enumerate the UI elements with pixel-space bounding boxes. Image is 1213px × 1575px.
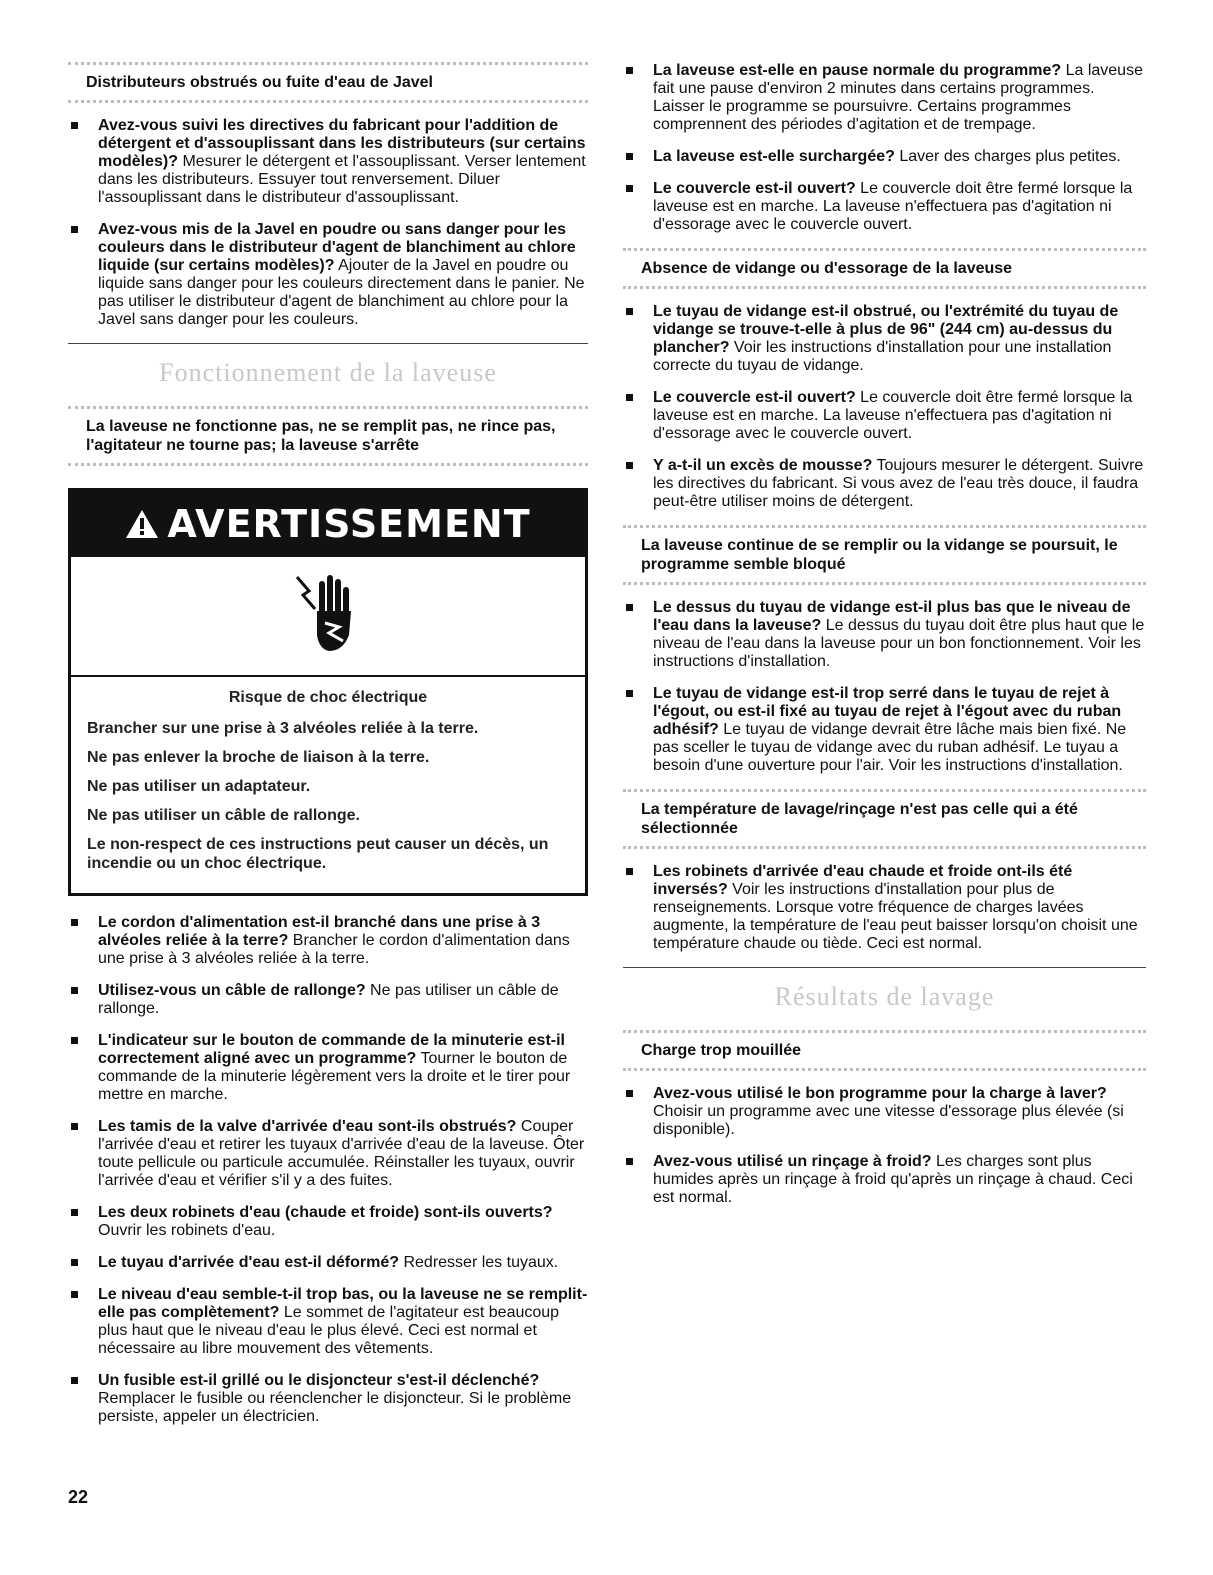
bullet-icon <box>626 462 633 469</box>
list-resultats <box>623 1085 1146 1207</box>
list-item: Les deux robinets d'eau (chaude et froide) sont-ils ouverts? Ouvrir les robinets d'eau. <box>68 1204 588 1240</box>
warning-line: Ne pas utiliser un adaptateur. <box>87 778 311 795</box>
list-item: La laveuse est-elle en pause normale du programme? La laveuse fait une pause d'environ 2 minutes dans certains programmes. Laisser le programme se poursuivre. Certains programmes comprennent des périodes d'agitation et de trempage. <box>623 62 1146 134</box>
list-item: La laveuse est-elle surchargée? Laver des charges plus petites. <box>623 148 1146 166</box>
left-column <box>68 62 588 1440</box>
warning-triangle-icon <box>125 509 159 539</box>
list-pause <box>623 62 1146 234</box>
bullet-icon <box>626 153 633 160</box>
bullet-icon <box>626 690 633 697</box>
bullet-icon <box>71 1209 78 1216</box>
list-item: Le cordon d'alimentation est-il branché dans une prise à 3 alvéoles reliée à la terre? Brancher le cordon d'alimentation dans une prise à 3 alvéoles reliée à la terre. <box>68 914 588 968</box>
list-item: Avez-vous mis de la Javel en poudre ou sans danger pour les couleurs dans le distributeur d'agent de blanchiment au chlore liquide (sur certains modèles)? Ajouter de la Javel en poudre ou liquide sans danger pour les couleurs directement dans le panier. Ne pas utiliser le distributeur d'agent de blanchiment au chlore pour la Javel sans danger pour les couleurs. <box>68 221 588 329</box>
list-item: Les robinets d'arrivée d'eau chaude et froide ont-ils été inversés? Voir les instructions d'installation pour plus de renseignements. Lorsque votre fréquence de charges lavées augmente, la température de l'eau peut baisser lorsqu'on choisit une température chaude ou tiède. Ceci est normal. <box>623 863 1146 953</box>
bullet-icon <box>626 868 633 875</box>
list-fonctionnement <box>68 914 588 1426</box>
subheading-fonctionnement: La laveuse ne fonctionne pas, ne se remplit pas, ne rince pas, l'agitateur ne tourne pas; la laveuse s'arrête <box>68 406 588 466</box>
bullet-icon <box>71 1037 78 1044</box>
list-item: Le tuyau d'arrivée d'eau est-il déformé? Redresser les tuyaux. <box>68 1254 588 1272</box>
warning-header <box>71 491 585 557</box>
warning-line: Ne pas utiliser un câble de rallonge. <box>87 807 360 824</box>
subheading-temperature: La température de lavage/rinçage n'est pas celle qui a été sélectionnée <box>623 789 1146 849</box>
list-item: Un fusible est-il grillé ou le disjoncteur s'est-il déclenché? Remplacer le fusible ou réenclencher le disjoncteur. Si le problème persiste, appeler un électricien. <box>68 1372 588 1426</box>
bullet-icon <box>71 1123 78 1130</box>
warning-label: AVERTISSEMENT <box>167 502 531 546</box>
page-number: 22 <box>68 1487 89 1507</box>
warning-box <box>68 488 588 896</box>
subheading-distributeurs: Distributeurs obstrués ou fuite d'eau de Javel <box>68 62 588 103</box>
list-item: Y a-t-il un excès de mousse? Toujours mesurer le détergent. Suivre les directives du fabricant. Si vous avez de l'eau très douce, il faudra peut-être utiliser moins de détergent. <box>623 457 1146 511</box>
warning-line: Ne pas enlever la broche de liaison à la terre. <box>87 749 430 766</box>
bullet-icon <box>71 919 78 926</box>
bullet-icon <box>71 1259 78 1266</box>
list-absence <box>623 303 1146 511</box>
list-temperature <box>623 863 1146 953</box>
list-item: L'indicateur sur le bouton de commande de la minuterie est-il correctement aligné avec un programme? Tourner le bouton de commande de la minuterie légèrement vers la droite et le tirer pour mettre en marche. <box>68 1032 588 1104</box>
list-item: Avez-vous utilisé un rinçage à froid? Les charges sont plus humides après un rinçage à froid qu'après un rinçage à chaud. Ceci est normal. <box>623 1153 1146 1207</box>
bullet-icon <box>626 1158 633 1165</box>
list-item: Avez-vous suivi les directives du fabricant pour l'addition de détergent et d'assouplissant dans les distributeurs (sur certains modèles)? Mesurer le détergent et l'assouplissant. Verser lentement dans les distributeurs. Essuyer tout renversement. Diluer l'assouplissant dans le distributeur d'assouplissant. <box>68 117 588 207</box>
warning-line: Brancher sur une prise à 3 alvéoles reliée à la terre. <box>87 720 479 737</box>
bullet-icon <box>626 308 633 315</box>
section-title-resultats: Résultats de lavage <box>774 982 995 1011</box>
list-remplir <box>623 599 1146 775</box>
electric-shock-hand-icon <box>293 571 363 661</box>
list-item: Le dessus du tuyau de vidange est-il plus bas que le niveau de l'eau dans la laveuse? Le dessus du tuyau doit être plus haut que le niveau de l'eau dans la laveuse pour un bon fonctionnement. Voir les instructions d'installation. <box>623 599 1146 671</box>
bullet-icon <box>626 67 633 74</box>
warning-body <box>71 677 585 893</box>
bullet-icon <box>71 226 78 233</box>
list-item: Le niveau d'eau semble-t-il trop bas, ou la laveuse ne se remplit-elle pas complètement? Le sommet de l'agitateur est beaucoup plus haut que le niveau d'eau le plus élevé. Ceci est normal et nécessaire au libre mouvement des vêtements. <box>68 1286 588 1358</box>
bullet-icon <box>71 987 78 994</box>
list-item: Le couvercle est-il ouvert? Le couvercle doit être fermé lorsque la laveuse est en marche. La laveuse n'effectuera pas d'agitation ni d'essorage avec le couvercle ouvert. <box>623 389 1146 443</box>
list-distributeurs <box>68 117 588 329</box>
list-item: Le tuyau de vidange est-il obstrué, ou l'extrémité du tuyau de vidange se trouve-t-elle à plus de 96" (244 cm) au-dessus du plancher? Voir les instructions d'installation pour une installation correcte du tuyau de vidange. <box>623 303 1146 375</box>
bullet-icon <box>626 1090 633 1097</box>
bullet-icon <box>626 394 633 401</box>
bullet-icon <box>71 1377 78 1384</box>
section-title-fonctionnement: Fonctionnement de la laveuse <box>159 358 497 387</box>
bullet-icon <box>626 185 633 192</box>
warning-icon-area <box>71 557 585 675</box>
warning-line: Le non-respect de ces instructions peut causer un décès, un incendie ou un choc électrique. <box>87 836 549 872</box>
list-item: Les tamis de la valve d'arrivée d'eau sont-ils obstrués? Couper l'arrivée d'eau et retirer les tuyaux d'arrivée d'eau de la laveuse. Ôter toute pellicule ou particule accumulée. Réinstaller les tuyaux, ouvrir l'arrivée d'eau et vérifier s'il y a des fuites. <box>68 1118 588 1190</box>
subheading-resultats: Charge trop mouillée <box>623 1030 1146 1071</box>
bullet-icon <box>71 122 78 129</box>
right-column <box>623 62 1146 1221</box>
subheading-remplir: La laveuse continue de se remplir ou la vidange se poursuit, le programme semble bloqué <box>623 525 1146 585</box>
list-item: Le tuyau de vidange est-il trop serré dans le tuyau de rejet à l'égout, ou est-il fixé au tuyau de rejet à l'égout avec du ruban adhésif? Le tuyau de vidange devrait être lâche mais bien fixé. Ne pas sceller le tuyau de vidange avec du ruban adhésif. Le tuyau a besoin d'une ouverture pour l'air. Voir les instructions d'installation. <box>623 685 1146 775</box>
list-item: Utilisez-vous un câble de rallonge? Ne pas utiliser un câble de rallonge. <box>68 982 588 1018</box>
list-item: Le couvercle est-il ouvert? Le couvercle doit être fermé lorsque la laveuse est en marche. La laveuse n'effectuera pas d'agitation ni d'essorage avec le couvercle ouvert. <box>623 180 1146 234</box>
bullet-icon <box>71 1291 78 1298</box>
list-item: Avez-vous utilisé le bon programme pour la charge à laver? Choisir un programme avec une vitesse d'essorage plus élevée (si disponible). <box>623 1085 1146 1139</box>
bullet-icon <box>626 604 633 611</box>
subheading-absence: Absence de vidange ou d'essorage de la laveuse <box>623 248 1146 289</box>
warning-hazard: Risque de choc électrique <box>228 689 428 706</box>
